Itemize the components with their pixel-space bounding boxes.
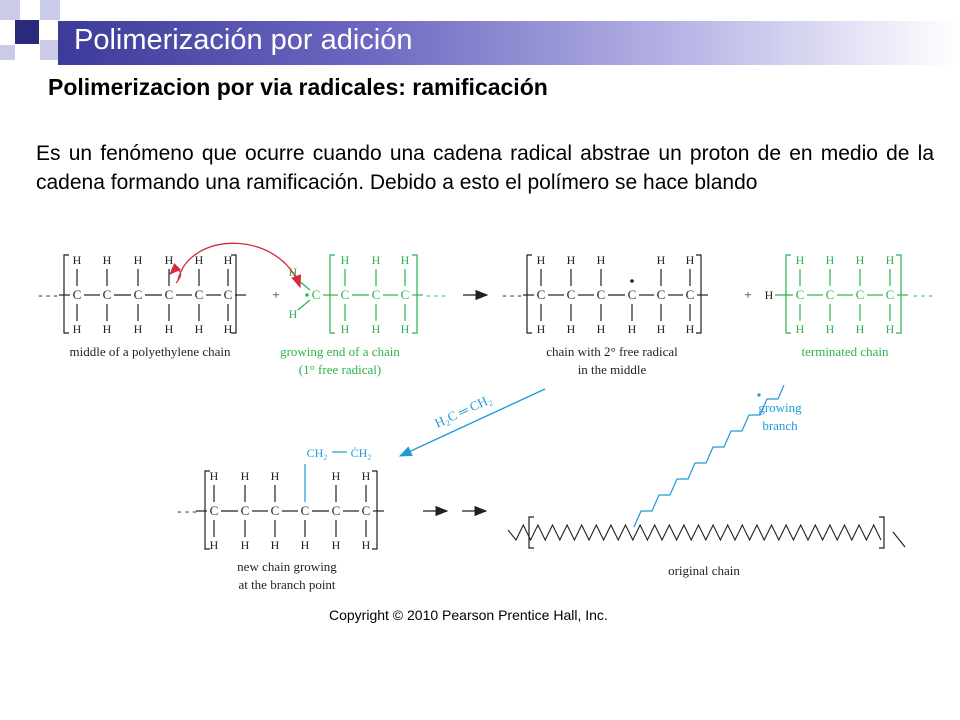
hydrogen-atom: H [300, 538, 310, 552]
label-at-branch-point: at the branch point [238, 577, 336, 592]
hydrogen-atom: H [340, 322, 350, 336]
bracket [527, 255, 532, 333]
hydrogen-atom: H [270, 538, 280, 552]
carbon-atom: C [656, 287, 666, 302]
hydrogen-atom: H [596, 322, 606, 336]
chain-dashes: - - - [913, 287, 933, 302]
hydrogen-atom: H [795, 253, 805, 267]
hydrogen-atom: H [825, 253, 835, 267]
hydrogen-atom: H [361, 538, 371, 552]
carbon-atom: C [885, 287, 895, 302]
hydrogen-atom: H [885, 253, 895, 267]
bracket [786, 255, 791, 333]
carbon-atom: C [164, 287, 174, 302]
hydrogen-atom: H [194, 322, 204, 336]
label-terminated-chain: terminated chain [801, 344, 889, 359]
hydrogen-atom: H [288, 307, 298, 321]
hydrogen-atom: H [223, 253, 233, 267]
hydrogen-atom: H [72, 322, 82, 336]
plus-sign: + [272, 287, 280, 302]
hydrogen-atom: H [656, 322, 666, 336]
carbon-atom: C [596, 287, 606, 302]
carbon-atom: C [566, 287, 576, 302]
hydrogen-atom: H [340, 253, 350, 267]
radical-dot [630, 279, 634, 283]
bracket [879, 517, 884, 548]
branch-ch2-label: CH₂ [306, 446, 328, 460]
carbon-atom: C [400, 287, 410, 302]
hydrogen-atom: H [764, 288, 774, 302]
hydrogen-atom: H [102, 253, 112, 267]
hydrogen-atom: H [361, 469, 371, 483]
original-chain-zigzag [508, 525, 881, 540]
hydrogen-atom: H [795, 322, 805, 336]
label-original-chain: original chain [668, 563, 740, 578]
carbon-atom: C [331, 503, 341, 518]
carbon-atom: C [102, 287, 112, 302]
label-in-the-middle: in the middle [577, 362, 647, 377]
bracket [696, 255, 701, 333]
plus-sign: + [744, 287, 752, 302]
carbon-atom: C [536, 287, 546, 302]
hydrogen-atom: H [240, 538, 250, 552]
bond-line [298, 300, 310, 310]
label-middle-chain: middle of a polyethylene chain [69, 344, 231, 359]
carbon-atom: C [194, 287, 204, 302]
carbon-atom: C [311, 287, 321, 302]
carbon-atom: C [627, 287, 637, 302]
hydrogen-atom: H [331, 469, 341, 483]
bracket [64, 255, 69, 333]
bracket [330, 255, 335, 333]
hydrogen-atom: H [566, 322, 576, 336]
hydrogen-atom: H [400, 253, 410, 267]
hydrogen-atom: H [855, 322, 865, 336]
carbon-atom: C [685, 287, 695, 302]
label-chain-secondary-radical: chain with 2° free radical [546, 344, 678, 359]
hydrogen-atom: H [133, 253, 143, 267]
slide-subtitle: Polimerizacion por via radicales: ramificación [48, 74, 548, 100]
carbon-atom: C [133, 287, 143, 302]
hydrogen-atom: H [102, 322, 112, 336]
hydrogen-atom: H [627, 322, 637, 336]
hydrogen-atom: H [240, 469, 250, 483]
label-growing: growing [758, 400, 802, 415]
hydrogen-atom: H [371, 253, 381, 267]
bracket [412, 255, 417, 333]
radical-dot [757, 393, 760, 396]
carbon-atom: C [72, 287, 82, 302]
hydrogen-atom: H [164, 322, 174, 336]
hydrogen-atom: H [72, 253, 82, 267]
monomer-label: H₂C ═ CH₂ [432, 391, 494, 431]
carbon-atom: C [270, 503, 280, 518]
carbon-atom: C [300, 503, 310, 518]
carbon-atom: C [240, 503, 250, 518]
hydrogen-atom: H [685, 322, 695, 336]
hydrogen-atom: H [209, 469, 219, 483]
hydrogen-atom: H [288, 265, 298, 279]
hydrogen-atom: H [270, 469, 280, 483]
chain-dashes: - - - [426, 287, 446, 302]
carbon-atom: C [825, 287, 835, 302]
hydrogen-atom: H [536, 322, 546, 336]
carbon-atom: C [340, 287, 350, 302]
radical-dot [305, 293, 308, 296]
label-growing-end: growing end of a chain [280, 344, 400, 359]
chain-dashes: - - - [38, 287, 58, 302]
carbon-atom: C [209, 503, 219, 518]
label-primary-radical: (1° free radical) [298, 362, 382, 377]
chain-dashes: - - - [177, 503, 197, 518]
carbon-atom: C [223, 287, 233, 302]
branch-radical-ch2-label: ĊH₂ [350, 446, 372, 460]
carbon-atom: C [371, 287, 381, 302]
slide-title: Polimerización por adición [74, 24, 413, 56]
hydrogen-atom: H [331, 538, 341, 552]
hydrogen-atom: H [164, 253, 174, 267]
hydrogen-atom: H [656, 253, 666, 267]
hydrogen-atom: H [133, 322, 143, 336]
hydrogen-atom: H [885, 322, 895, 336]
hydrogen-atom: H [566, 253, 576, 267]
hydrogen-atom: H [596, 253, 606, 267]
copyright-notice: Copyright © 2010 Pearson Prentice Hall, Inc. [329, 607, 608, 623]
carbon-atom: C [855, 287, 865, 302]
carbon-atom: C [795, 287, 805, 302]
hydrogen-atom: H [825, 322, 835, 336]
hydrogen-atom: H [855, 253, 865, 267]
bracket [372, 471, 377, 549]
hydrogen-atom: H [400, 322, 410, 336]
label-branch: branch [762, 418, 798, 433]
chain-dashes: - - - [502, 287, 522, 302]
hydrogen-atom: H [536, 253, 546, 267]
hydrogen-atom: H [685, 253, 695, 267]
hydrogen-atom: H [209, 538, 219, 552]
bracket [896, 255, 901, 333]
label-new-chain-growing: new chain growing [237, 559, 337, 574]
carbon-atom: C [361, 503, 371, 518]
hydrogen-atom: H [223, 322, 233, 336]
chain-end [893, 532, 905, 547]
hydrogen-atom: H [371, 322, 381, 336]
hydrogen-atom: H [194, 253, 204, 267]
bracket [529, 517, 534, 548]
slide-body-text: Es un fenómeno que ocurre cuando una cadena radical abstrae un proton de en medio de la cadena formando una ramificación. Debido a esto el polímero se hace blando [36, 142, 934, 194]
